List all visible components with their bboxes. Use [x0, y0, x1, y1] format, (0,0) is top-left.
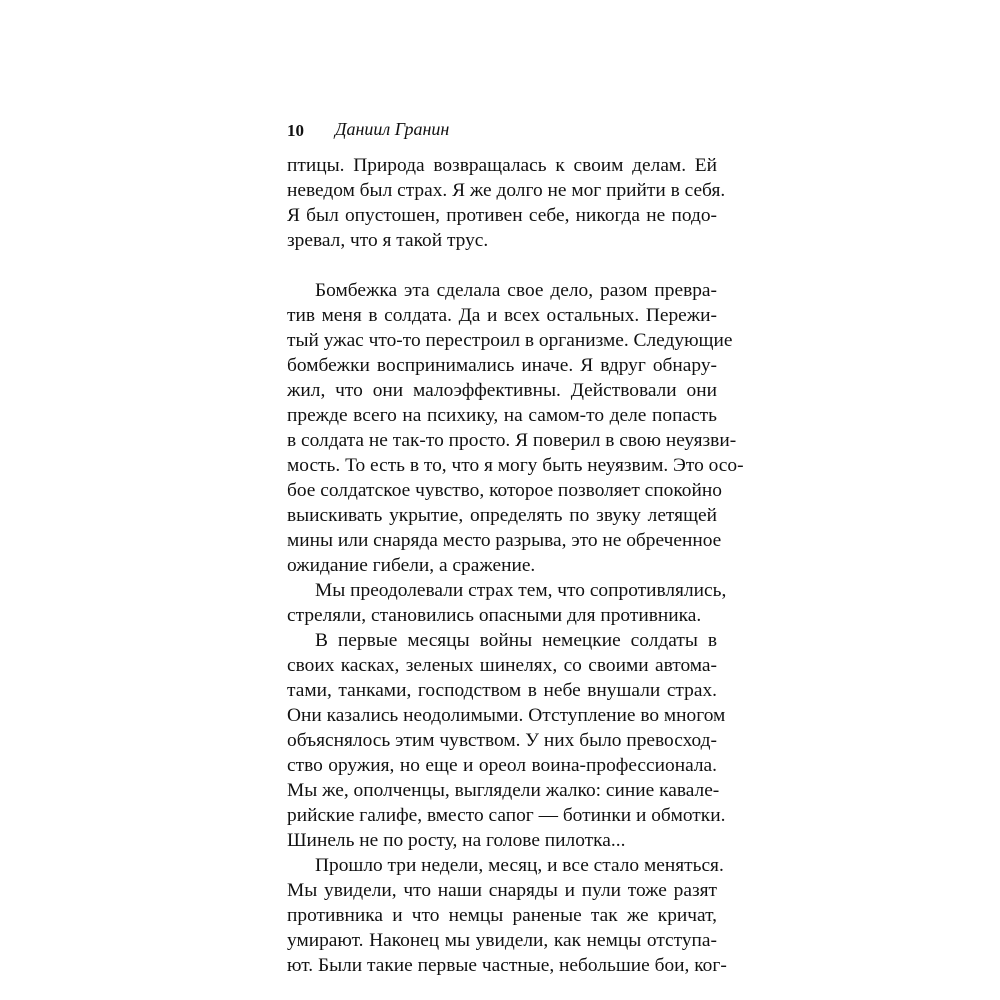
text-line: тами, танками, господством в небе внушали страх.: [287, 680, 717, 701]
text-line: рийские галифе, вместо сапог — ботинки и обмотки.: [287, 805, 726, 826]
text-line: прежде всего на психику, на самом-то деле попасть: [287, 405, 717, 426]
text-line: ожидание гибели, а сражение.: [287, 555, 536, 576]
text-line: Мы увидели, что наши снаряды и пули тоже разят: [287, 880, 717, 901]
text-line: неведом был страх. Я же долго не мог прийти в себя.: [287, 180, 726, 201]
text-line: Шинель не по росту, на голове пилотка...: [287, 830, 626, 851]
text-line: ство оружия, но еще и ореол воина-профессионала.: [287, 755, 717, 776]
text-line: жил, что они малоэффективны. Действовали они: [287, 380, 717, 401]
text-line: Бомбежка эта сделала свое дело, разом превра-: [315, 280, 717, 301]
text-line: бомбежки воспринимались иначе. Я вдруг обнару-: [287, 355, 717, 376]
text-line: В первые месяцы войны немецкие солдаты в: [315, 630, 717, 651]
text-line: в солдата не так-то просто. Я поверил в свою неуязви-: [287, 430, 737, 451]
text-line: противника и что немцы раненые так же кричат,: [287, 905, 717, 926]
text-line: Прошло три недели, месяц, и все стало меняться.: [315, 855, 724, 876]
author-name: Даниил Гранин: [335, 119, 450, 139]
text-line: стреляли, становились опасными для противника.: [287, 605, 702, 626]
text-line: птицы. Природа возвращалась к своим делам. Ей: [287, 155, 717, 176]
running-head: [287, 117, 727, 145]
text-line: мость. То есть в то, что я могу быть неуязвим. Это осо-: [287, 455, 744, 476]
text-line: Мы же, ополченцы, выглядели жалко: синие кавале-: [287, 780, 720, 801]
text-line: бое солдатское чувство, которое позволяет спокойно: [287, 480, 722, 501]
text-line: тый ужас что-то перестроил в организме. Следующие: [287, 330, 733, 351]
text-line: выискивать укрытие, определять по звуку летящей: [287, 505, 717, 526]
text-line: тив меня в солдата. Да и всех остальных. Пережи-: [287, 305, 717, 326]
text-line: Они казались неодолимыми. Отступление во многом: [287, 705, 726, 726]
page-number: 10: [287, 121, 304, 140]
text-line: зревал, что я такой трус.: [287, 230, 489, 251]
text-line: ют. Были такие первые частные, небольшие бои, ког-: [287, 955, 727, 976]
text-line: мины или снаряда место разрыва, это не обреченное: [287, 530, 722, 551]
text-line: умирают. Наконец мы увидели, как немцы отступа-: [287, 930, 717, 951]
text-line: объяснялось этим чувством. У них было превосход-: [287, 730, 717, 751]
text-line: Мы преодолевали страх тем, что сопротивлялись,: [315, 580, 727, 601]
text-line: Я был опустошен, противен себе, никогда не подо-: [287, 205, 717, 226]
text-line: своих касках, зеленых шинелях, со своими автома-: [287, 655, 717, 676]
